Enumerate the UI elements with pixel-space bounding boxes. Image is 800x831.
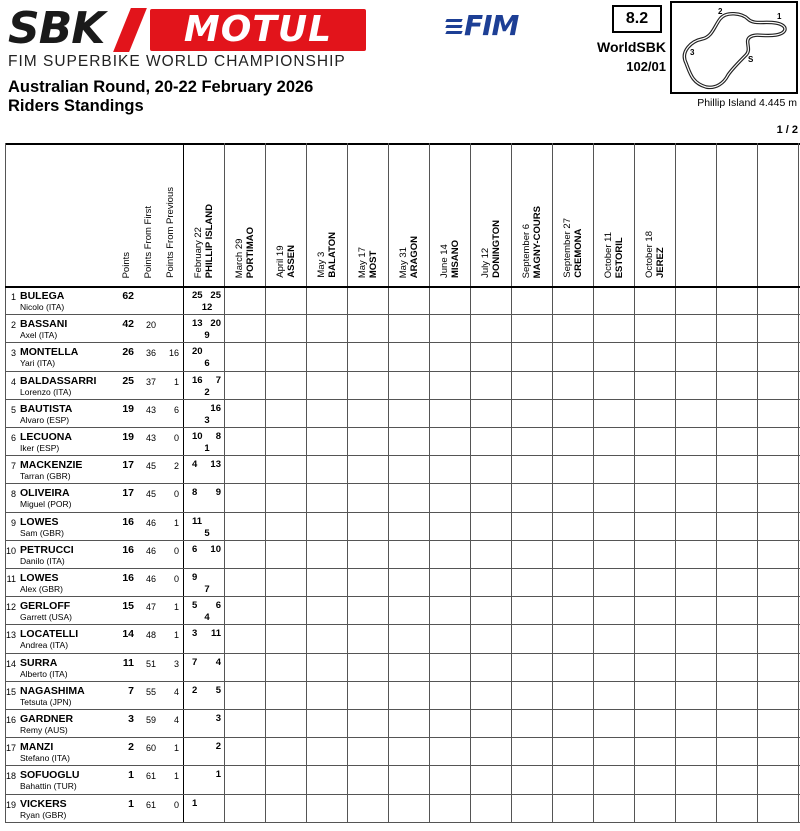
rider-points-from-previous: 4 — [173, 686, 179, 697]
round-header — [357, 247, 379, 278]
rider-points-from-previous: 1 — [173, 376, 179, 387]
rider-points-from-previous: 1 — [173, 517, 179, 528]
rider-firstname — [20, 302, 64, 312]
column-divider — [757, 143, 758, 822]
rider-surname: GARDNER — [20, 713, 74, 725]
round-date: October 11 — [603, 231, 614, 278]
rider-position: 8 — [10, 489, 16, 500]
rider-points: 1 — [128, 769, 134, 782]
rider-points-from-previous: 1 — [173, 630, 179, 641]
rider-first: Alex — [20, 584, 37, 594]
rider-surname: LOCATELLI — [20, 628, 79, 641]
rider-first: Sam — [20, 527, 38, 538]
race1-points: 4 — [192, 459, 198, 471]
rider-surname: BALDASSARRI — [20, 374, 97, 387]
column-divider — [716, 143, 717, 822]
round-header — [562, 218, 584, 278]
row-divider — [5, 427, 800, 428]
column-divider — [552, 143, 553, 822]
round-date: February 22 — [193, 226, 204, 278]
round-header — [603, 232, 625, 278]
sprint-points: 4 — [204, 612, 210, 624]
rider-position: 10 — [5, 545, 16, 556]
rider-firstname — [20, 499, 72, 509]
rider-nationality: (POR) — [45, 499, 72, 510]
rider-position: 18 — [5, 771, 16, 782]
rider-position: 9 — [10, 517, 16, 528]
round-date: July 12 — [480, 247, 491, 278]
round-date: September 6 — [521, 223, 532, 278]
race1-points: 7 — [192, 656, 198, 668]
rider-surname: OLIVEIRA — [20, 487, 70, 500]
rider-points-from-first: 61 — [145, 799, 156, 810]
rider-first: Axel — [20, 330, 37, 341]
rider-firstname — [20, 640, 68, 650]
fim-logo-text: FIM — [464, 9, 519, 42]
rider-position: 17 — [5, 743, 16, 754]
phillip-island-track-icon — [672, 3, 796, 92]
rider-points-from-first: 43 — [145, 404, 156, 415]
round-title: Australian Round, 20-22 February 2026 — [8, 78, 314, 96]
rider-nationality: (ITA) — [43, 302, 65, 312]
sprint-points: 1 — [204, 443, 210, 454]
points-from-first-header: Points From First — [143, 205, 154, 278]
rider-nationality: (ITA) — [46, 668, 68, 679]
rider-first: Ryan — [20, 809, 40, 820]
rider-position: 2 — [10, 320, 16, 331]
row-divider — [5, 765, 800, 766]
rider-surname: LECUONA — [20, 431, 72, 443]
rider-first: Alvaro — [20, 414, 45, 425]
rider-firstname — [20, 725, 68, 735]
row-divider — [5, 455, 800, 456]
round-circuit: ESTORIL — [614, 237, 625, 278]
rider-points: 1 — [128, 797, 134, 810]
column-divider — [224, 143, 225, 822]
rider-firstname — [20, 387, 71, 397]
fim-logo — [446, 11, 522, 41]
rider-position: 14 — [5, 658, 16, 669]
rider-position: 5 — [10, 404, 16, 415]
rider-position: 3 — [10, 348, 16, 359]
rider-nationality: (JPN) — [47, 696, 72, 707]
track-map — [670, 1, 798, 94]
round-header — [521, 206, 543, 278]
rider-surname: MANZI — [20, 741, 54, 754]
row-divider — [5, 342, 800, 343]
rider-points-from-previous: 0 — [173, 545, 179, 556]
race2-points: 4 — [215, 656, 221, 668]
rider-points-from-previous: 0 — [173, 433, 179, 443]
round-circuit: ARAGON — [409, 235, 420, 278]
round-circuit: MAGNY-COURS — [532, 205, 543, 278]
rider-points: 42 — [122, 318, 134, 331]
race1-points: 13 — [192, 318, 203, 330]
race2-points: 10 — [210, 543, 221, 555]
rider-nationality: (TUR) — [51, 781, 77, 792]
sprint-points: 7 — [204, 584, 210, 595]
rider-surname: MONTELLA — [20, 346, 79, 359]
round-circuit: PHILLIP ISLAND — [204, 203, 215, 278]
turn-3-marker: 3 — [690, 48, 695, 57]
rider-firstname — [20, 443, 59, 453]
row-divider — [5, 737, 800, 738]
race2-points: 25 — [210, 290, 221, 301]
round-header — [316, 232, 338, 278]
race1-points: 10 — [192, 431, 203, 442]
rider-points: 16 — [122, 572, 134, 584]
rider-surname: MACKENZIE — [20, 459, 83, 472]
rider-first: Danilo — [20, 555, 45, 566]
column-divider — [306, 143, 307, 822]
rider-nationality: (ITA) — [49, 753, 70, 764]
track-label: Phillip Island 4.445 m — [697, 97, 797, 109]
rider-firstname — [20, 810, 66, 820]
race1-points: 16 — [192, 374, 203, 386]
race2-points: 1 — [215, 769, 221, 781]
column-divider — [798, 143, 799, 822]
row-divider — [5, 399, 800, 400]
rider-surname: PETRUCCI — [20, 543, 74, 556]
round-circuit: MISANO — [450, 240, 461, 278]
table-top-border — [5, 143, 800, 145]
rider-points: 19 — [122, 402, 134, 415]
rider-firstname — [20, 556, 65, 566]
rider-surname: GERLOFF — [20, 600, 71, 613]
round-header — [644, 231, 666, 278]
rider-points-from-first: 36 — [145, 348, 156, 359]
rider-points-from-first: 45 — [145, 489, 156, 500]
race2-points: 2 — [215, 741, 221, 753]
rider-points-from-previous: 1 — [173, 743, 179, 754]
fim-stripes-icon — [446, 19, 462, 37]
sbk-logo-text: SBK — [8, 3, 105, 54]
sprint-points: 12 — [201, 302, 213, 313]
rider-points-from-previous: 0 — [173, 574, 179, 584]
rider-points-from-previous: 1 — [173, 771, 179, 782]
round-circuit: PORTIMAO — [245, 226, 256, 278]
rider-points: 25 — [122, 374, 134, 387]
column-divider — [265, 143, 266, 822]
rider-points: 17 — [122, 459, 134, 472]
rider-points: 16 — [122, 543, 134, 556]
round-date: October 18 — [644, 231, 655, 278]
row-divider — [5, 681, 800, 682]
race2-points: 6 — [215, 600, 221, 612]
round-header — [480, 220, 502, 278]
row-divider — [5, 653, 800, 654]
page-number: 1 / 2 — [776, 124, 798, 136]
rider-position: 13 — [5, 630, 16, 641]
rider-surname: BASSANI — [20, 318, 68, 331]
rider-points-from-first: 61 — [145, 771, 156, 782]
rider-surname: SOFUOGLU — [20, 769, 80, 782]
rider-firstname — [20, 358, 55, 368]
rider-firstname — [20, 753, 70, 763]
rider-position: 16 — [5, 715, 16, 725]
points-from-previous-header: Points From Previous — [165, 187, 176, 278]
race1-points: 25 — [192, 290, 203, 301]
round-date: May 17 — [357, 246, 368, 278]
sprint-points: 5 — [204, 527, 210, 539]
rider-nationality: (ESP) — [34, 443, 60, 453]
row-divider — [5, 314, 800, 315]
rider-nationality: (USA) — [46, 612, 72, 623]
rider-position: 7 — [10, 461, 16, 472]
row-divider — [5, 540, 800, 541]
rider-points: 3 — [128, 713, 134, 725]
rider-nationality: (GBR) — [44, 471, 71, 482]
round-circuit: JEREZ — [655, 247, 666, 278]
rider-nationality: (ITA) — [50, 386, 72, 397]
race1-points: 1 — [192, 797, 198, 809]
rider-points-from-first: 43 — [145, 433, 156, 443]
column-divider — [511, 143, 512, 822]
rider-surname: BULEGA — [20, 290, 65, 302]
rider-points-from-first: 60 — [145, 743, 156, 754]
race1-points: 2 — [192, 684, 198, 696]
rider-points: 2 — [128, 741, 134, 754]
race2-points: 13 — [210, 459, 221, 471]
round-date: September 27 — [562, 218, 573, 278]
rider-first: Nicolo — [20, 302, 44, 312]
column-divider — [347, 143, 348, 822]
column-divider — [593, 143, 594, 822]
rider-firstname — [20, 471, 71, 481]
race1-points: 5 — [192, 600, 198, 612]
rider-points-from-previous: 1 — [173, 602, 179, 613]
rider-first: Iker — [20, 443, 35, 453]
rider-points-from-first: 55 — [145, 686, 156, 697]
rider-points-from-first: 45 — [145, 461, 156, 472]
rider-nationality: (GBR) — [36, 584, 63, 594]
round-circuit: DONINGTON — [491, 220, 502, 278]
rider-firstname — [20, 330, 57, 340]
rider-points: 26 — [122, 346, 134, 359]
round-header — [234, 227, 256, 278]
motul-logo-text: MOTUL — [183, 9, 333, 50]
row-divider — [5, 822, 800, 823]
rider-firstname — [20, 584, 63, 594]
rider-points-from-previous: 0 — [173, 489, 179, 500]
column-divider — [183, 143, 184, 822]
rider-points: 14 — [122, 628, 134, 641]
rider-firstname — [20, 612, 72, 622]
rider-points-from-first: 20 — [145, 320, 156, 331]
rider-first: Stefano — [20, 753, 50, 764]
rider-nationality: (ITA) — [47, 640, 69, 651]
rider-firstname — [20, 697, 72, 707]
rider-points-from-previous: 3 — [173, 658, 179, 669]
rider-firstname — [20, 528, 64, 538]
rider-points-from-first: 48 — [145, 630, 156, 641]
race1-points: 8 — [192, 487, 198, 499]
rider-firstname — [20, 415, 69, 425]
rider-nationality: (GBR) — [39, 809, 67, 820]
rider-nationality: (GBR) — [37, 527, 64, 538]
row-divider — [5, 709, 800, 710]
rider-points: 15 — [122, 600, 134, 613]
points-header: Points — [121, 251, 132, 278]
rider-first: Garrett — [20, 612, 47, 623]
document-title: Riders Standings — [8, 97, 144, 115]
rider-first: Yari — [20, 358, 35, 369]
logo-slash — [113, 8, 147, 52]
sbk-motul-logo — [8, 3, 366, 70]
rider-nationality: (AUS) — [42, 725, 68, 735]
race1-points: 3 — [192, 628, 198, 640]
row-divider — [5, 568, 800, 569]
column-divider — [634, 143, 635, 822]
rider-nationality: (ITA) — [34, 358, 56, 369]
rider-nationality: (ESP) — [44, 414, 70, 425]
rider-first: Andrea — [20, 640, 48, 651]
round-header — [275, 245, 297, 278]
race1-points: 9 — [192, 572, 198, 583]
race2-points: 16 — [210, 402, 221, 414]
rider-position: 15 — [5, 686, 16, 697]
rider-first: Remy — [20, 725, 43, 735]
round-circuit: ASSEN — [286, 245, 297, 278]
header-bottom-border — [5, 286, 800, 288]
rider-first: Tarran — [20, 471, 45, 482]
rider-points: 17 — [122, 487, 134, 500]
rider-points-from-first: 47 — [145, 602, 156, 613]
row-divider — [5, 624, 800, 625]
rider-points-from-first: 46 — [145, 517, 156, 528]
rider-surname: NAGASHIMA — [20, 684, 85, 697]
rider-surname: LOWES — [20, 572, 59, 584]
rider-points-from-first: 46 — [145, 545, 156, 556]
column-divider — [675, 143, 676, 822]
sprint-points: 2 — [204, 386, 210, 398]
rider-points-from-previous: 0 — [173, 799, 179, 810]
round-date: April 19 — [275, 245, 286, 278]
rider-points-from-first: 37 — [145, 376, 156, 387]
round-date: June 14 — [439, 244, 450, 278]
rider-position: 6 — [10, 433, 16, 443]
round-circuit: CREMONA — [573, 228, 584, 278]
rider-position: 1 — [10, 292, 16, 302]
rider-first: Tetsuta — [20, 696, 48, 707]
rider-position: 4 — [10, 376, 16, 387]
rider-position: 19 — [5, 799, 16, 810]
round-header — [439, 240, 461, 278]
series-name: WorldSBK — [597, 39, 666, 55]
rider-points: 11 — [122, 656, 134, 669]
race2-points: 11 — [210, 628, 221, 640]
rider-points-from-previous: 2 — [173, 461, 179, 472]
motul-logo — [150, 9, 366, 51]
row-divider — [5, 794, 800, 795]
round-circuit: MOST — [368, 250, 379, 278]
round-date: May 3 — [316, 252, 327, 278]
rider-first: Alberto — [20, 668, 47, 679]
race2-points: 20 — [210, 318, 221, 330]
championship-tagline: FIM SUPERBIKE WORLD CHAMPIONSHIP — [8, 53, 346, 70]
round-date: May 31 — [398, 246, 409, 278]
race2-points: 3 — [215, 713, 221, 724]
rider-points-from-previous: 16 — [168, 348, 179, 359]
row-divider — [5, 596, 800, 597]
round-circuit: BALATON — [327, 232, 338, 278]
rider-points: 62 — [122, 290, 134, 302]
rider-points-from-previous: 6 — [173, 404, 179, 415]
race2-points: 5 — [215, 684, 221, 696]
rider-points-from-first: 46 — [145, 574, 156, 584]
race2-points: 7 — [215, 374, 221, 386]
race1-points: 11 — [192, 515, 203, 527]
turn-2-marker: 2 — [718, 7, 723, 16]
row-divider — [5, 371, 800, 372]
rider-position: 12 — [5, 602, 16, 613]
document-number: 8.2 — [612, 5, 662, 33]
column-divider — [388, 143, 389, 822]
rider-surname: LOWES — [20, 515, 59, 528]
rider-firstname — [20, 781, 77, 791]
rider-first: Bahattin — [20, 781, 52, 792]
rider-surname: VICKERS — [20, 797, 67, 810]
race2-points: 9 — [215, 487, 221, 499]
rider-points-from-first: 59 — [145, 715, 156, 725]
document-code: 102/01 — [626, 59, 666, 74]
row-divider — [5, 512, 800, 513]
rider-firstname — [20, 669, 68, 679]
sprint-points: 9 — [204, 330, 210, 342]
column-divider — [470, 143, 471, 822]
rider-first: Lorenzo — [20, 386, 51, 397]
row-divider — [5, 483, 800, 484]
rider-points: 19 — [122, 431, 134, 443]
rider-surname: SURRA — [20, 656, 58, 669]
rider-points-from-first: 51 — [145, 658, 156, 669]
start-marker: S — [748, 55, 754, 64]
rider-nationality: (ITA) — [44, 555, 65, 566]
round-date: March 29 — [234, 238, 245, 278]
rider-surname: BAUTISTA — [20, 402, 73, 415]
round-header — [398, 236, 420, 278]
race1-points: 6 — [192, 543, 198, 555]
round-header — [193, 204, 215, 278]
rider-first: Miguel — [20, 499, 46, 510]
sprint-points: 3 — [204, 414, 210, 426]
rider-nationality: (ITA) — [36, 330, 58, 341]
rider-points: 16 — [122, 515, 134, 528]
race1-points: 20 — [192, 346, 203, 358]
rider-points-from-previous: 4 — [173, 715, 179, 725]
rider-points: 7 — [128, 684, 134, 697]
turn-1-marker: 1 — [777, 12, 782, 21]
race2-points: 8 — [215, 431, 221, 442]
sprint-points: 6 — [204, 358, 210, 370]
rider-position: 11 — [6, 574, 16, 584]
column-divider — [429, 143, 430, 822]
